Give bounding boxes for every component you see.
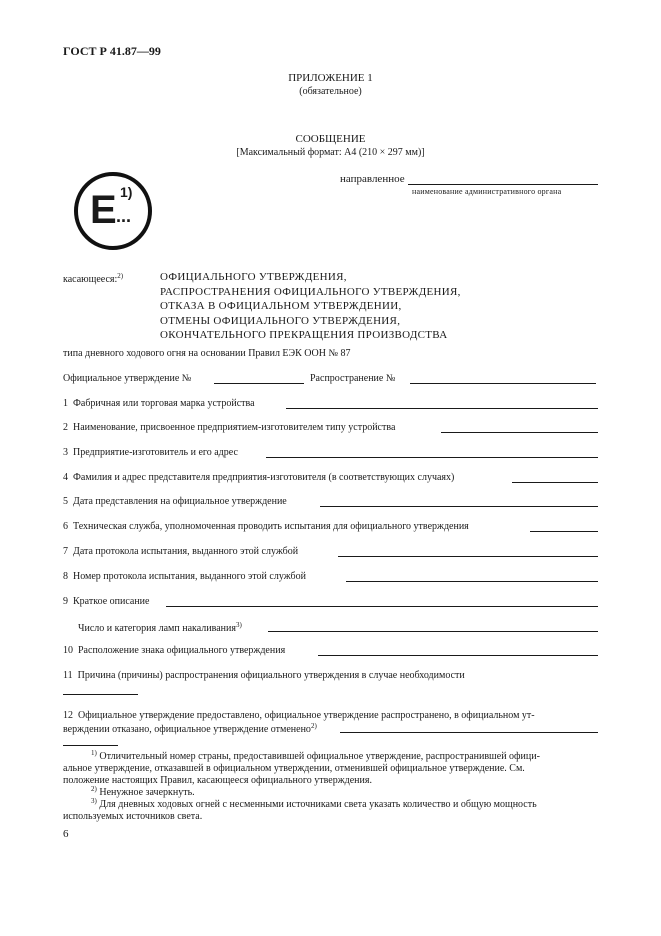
footnote-1: $^{1)}$ Отличительный номер страны, предоставившей официальное утверждение, распространившей офици- альное утверждение, отказавшей в официальном утверждении, отменившей официальное утверждение. См. положение настоящих Правил, касающееся официального утверждения. xyxy=(63,749,540,786)
extension-number-field[interactable] xyxy=(410,383,596,384)
item-10-field[interactable] xyxy=(318,655,598,656)
item-9-lamps: Число и категория ламп накаливания$^{3)}$ xyxy=(78,621,242,634)
emblem-letter: E xyxy=(90,188,117,232)
item-3-field[interactable] xyxy=(266,457,598,458)
footnote-separator xyxy=(63,745,118,746)
item-2: 2 Наименование, присвоенное предприятием-изготовителем типу устройства xyxy=(63,422,396,433)
concerning-option: ОКОНЧАТЕЛЬНОГО ПРЕКРАЩЕНИЯ ПРОИЗВОДСТВА xyxy=(160,329,448,341)
item-12-line1: 12 Официальное утверждение предоставлено, официальное утверждение распространено, в официальном ут- xyxy=(63,710,535,721)
item-6-field[interactable] xyxy=(530,531,598,532)
item-5: 5 Дата представления на официальное утверждение xyxy=(63,496,287,507)
item-8: 8 Номер протокола испытания, выданного этой службой xyxy=(63,571,306,582)
item-11: 11 Причина (причины) распространения официального утверждения в случае необходимости xyxy=(63,670,465,681)
item-12-line2: верждении отказано, официальное утверждение отменено$^{2)}$ xyxy=(63,722,317,735)
extension-number-label: Распространение № xyxy=(310,373,396,384)
sent-to-field[interactable] xyxy=(408,184,598,185)
item-6: 6 Техническая служба, уполномоченная проводить испытания для официального утверждения xyxy=(63,521,469,532)
approval-number-field[interactable] xyxy=(214,383,304,384)
approval-number-label: Официальное утверждение № xyxy=(63,373,192,384)
item-4: 4 Фамилия и адрес представителя предприятия-изготовителя (в соответствующих случаях) xyxy=(63,472,455,483)
concerning-option: ОФИЦИАЛЬНОГО УТВЕРЖДЕНИЯ, xyxy=(160,271,347,283)
item-12-field[interactable] xyxy=(340,732,598,733)
document-code: ГОСТ Р 41.87—99 xyxy=(63,44,161,58)
item-5-field[interactable] xyxy=(320,506,598,507)
item-4-field[interactable] xyxy=(512,482,598,483)
sent-to-caption: наименование административного органа xyxy=(412,187,562,196)
concerning-option: ОТКАЗА В ОФИЦИАЛЬНОМ УТВЕРЖДЕНИИ, xyxy=(160,300,402,312)
item-3: 3 Предприятие-изготовитель и его адрес xyxy=(63,447,238,458)
appendix-subtitle: (обязательное) xyxy=(299,86,362,97)
concerning-options xyxy=(160,270,461,343)
concerning-label: касающееся:$^{2)}$ xyxy=(63,272,124,285)
footnote-2: $^{2)}$ Ненужное зачеркнуть. xyxy=(91,785,195,798)
message-format: [Максимальный формат: А4 (210 × 297 мм)] xyxy=(236,147,425,158)
item-9: 9 Краткое описание xyxy=(63,596,150,607)
concerning-option: ОТМЕНЫ ОФИЦИАЛЬНОГО УТВЕРЖДЕНИЯ, xyxy=(160,314,401,327)
item-1-field[interactable] xyxy=(286,408,598,409)
item-7: 7 Дата протокола испытания, выданного этой службой xyxy=(63,546,299,557)
type-line: типа дневного ходового огня на основании Правил ЕЭК ООН № 87 xyxy=(63,348,351,359)
concerning-option: РАСПРОСТРАНЕНИЯ ОФИЦИАЛЬНОГО УТВЕРЖДЕНИЯ, xyxy=(160,285,461,298)
item-9-field[interactable] xyxy=(166,606,598,607)
item-7-field[interactable] xyxy=(338,556,598,557)
item-1: 1 Фабричная или торговая марка устройства xyxy=(63,398,255,409)
message-title: СООБЩЕНИЕ xyxy=(295,133,366,145)
item-10: 10 Расположение знака официального утверждения xyxy=(63,645,286,656)
appendix-title: ПРИЛОЖЕНИЕ 1 xyxy=(288,72,373,84)
footnote-3: $^{3)}$ Для дневных ходовых огней с несменными источниками света указать количество и общую мощность используемых источников света. xyxy=(63,797,537,822)
item-9-lamps-field[interactable] xyxy=(268,631,598,632)
sent-to-label: направленное xyxy=(340,173,405,185)
item-8-field[interactable] xyxy=(346,581,598,582)
emblem-ref: 1) xyxy=(120,184,133,200)
page-number: 6 xyxy=(63,828,69,840)
item-2-field[interactable] xyxy=(441,432,598,433)
approval-mark-circle-icon xyxy=(74,172,152,250)
item-11-field[interactable] xyxy=(63,694,138,695)
emblem-dots: ... xyxy=(116,206,132,226)
